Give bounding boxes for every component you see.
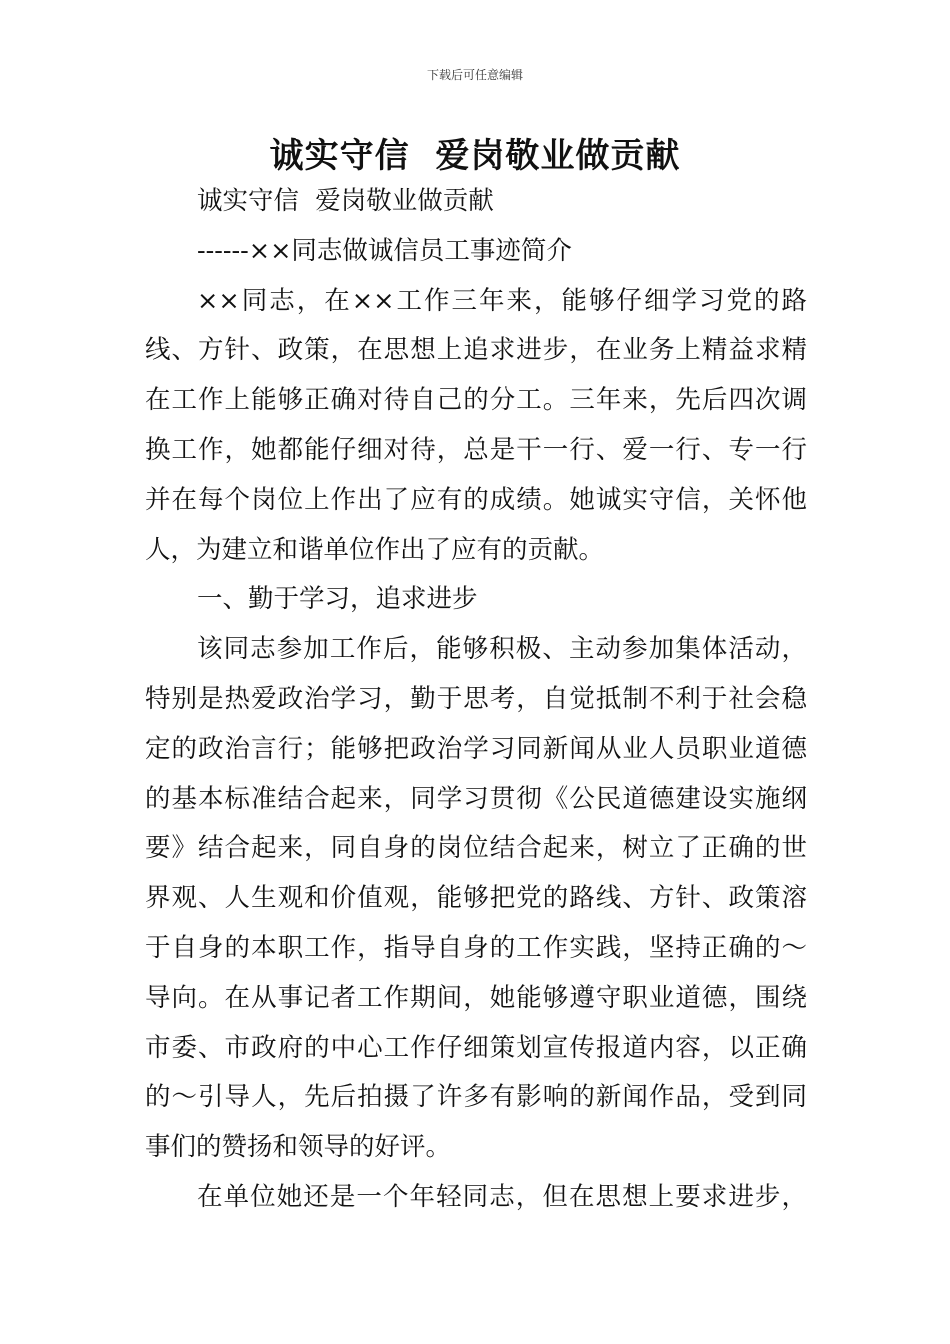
header-note: 下载后可任意编辑 — [426, 68, 523, 82]
paragraph-line: 线、方针、政策，在思想上追求进步，在业务上精益求精 — [145, 335, 807, 366]
paragraph-line: 在工作上能够正确对待自己的分工。三年来，先后四次调 — [145, 385, 807, 416]
paragraph-line: 该同志参加工作后，能够积极、主动参加集体活动， — [197, 634, 807, 665]
paragraph-line: 在单位她还是一个年轻同志，但在思想上要求进步， — [197, 1181, 807, 1212]
paragraph-line: 于自身的本职工作，指导自身的工作实践，坚持正确的～ — [145, 932, 807, 963]
paragraph-line: 导向。在从事记者工作期间，她能够遵守职业道德，围绕 — [145, 982, 807, 1013]
document-body — [145, 177, 807, 1223]
subtitle-line: 诚实守信 爱岗敬业做贡献 — [197, 186, 494, 216]
paragraph-line: ××同志，在××工作三年来，能够仔细学习党的路 — [197, 285, 807, 316]
paragraph-line: 特别是热爱政治学习，勤于思考，自觉抵制不利于社会稳 — [145, 683, 807, 714]
paragraph-line: 的～引导人，先后拍摄了许多有影响的新闻作品，受到同 — [145, 1082, 807, 1113]
paragraph-line: 的基本标准结合起来，同学习贯彻《公民道德建设实施纲 — [145, 783, 807, 814]
paragraph-line: 并在每个岗位上作出了应有的成绩。她诚实守信，关怀他 — [145, 484, 807, 515]
paragraph-line: 人，为建立和谐单位作出了应有的贡献。 — [145, 534, 605, 565]
document-title: 诚实守信 爱岗敬业做贡献 — [269, 136, 681, 176]
paragraph-line: 换工作，她都能仔细对待，总是干一行、爱一行、专一行 — [145, 434, 807, 465]
paragraph-line: 事们的赞扬和领导的好评。 — [145, 1132, 452, 1163]
section-heading: 一、勤于学习，追求进步 — [197, 584, 478, 615]
paragraph-line: 市委、市政府的中心工作仔细策划宣传报道内容，以正确 — [145, 1032, 807, 1063]
paragraph-line: 定的政治言行；能够把政治学习同新闻从业人员职业道德 — [145, 733, 807, 764]
intro-line: ------××同志做诚信员工事迹简介 — [197, 235, 572, 266]
paragraph-line: 界观、人生观和价值观，能够把党的路线、方针、政策溶 — [145, 883, 807, 914]
paragraph-line: 要》结合起来，同自身的岗位结合起来，树立了正确的世 — [145, 833, 807, 864]
